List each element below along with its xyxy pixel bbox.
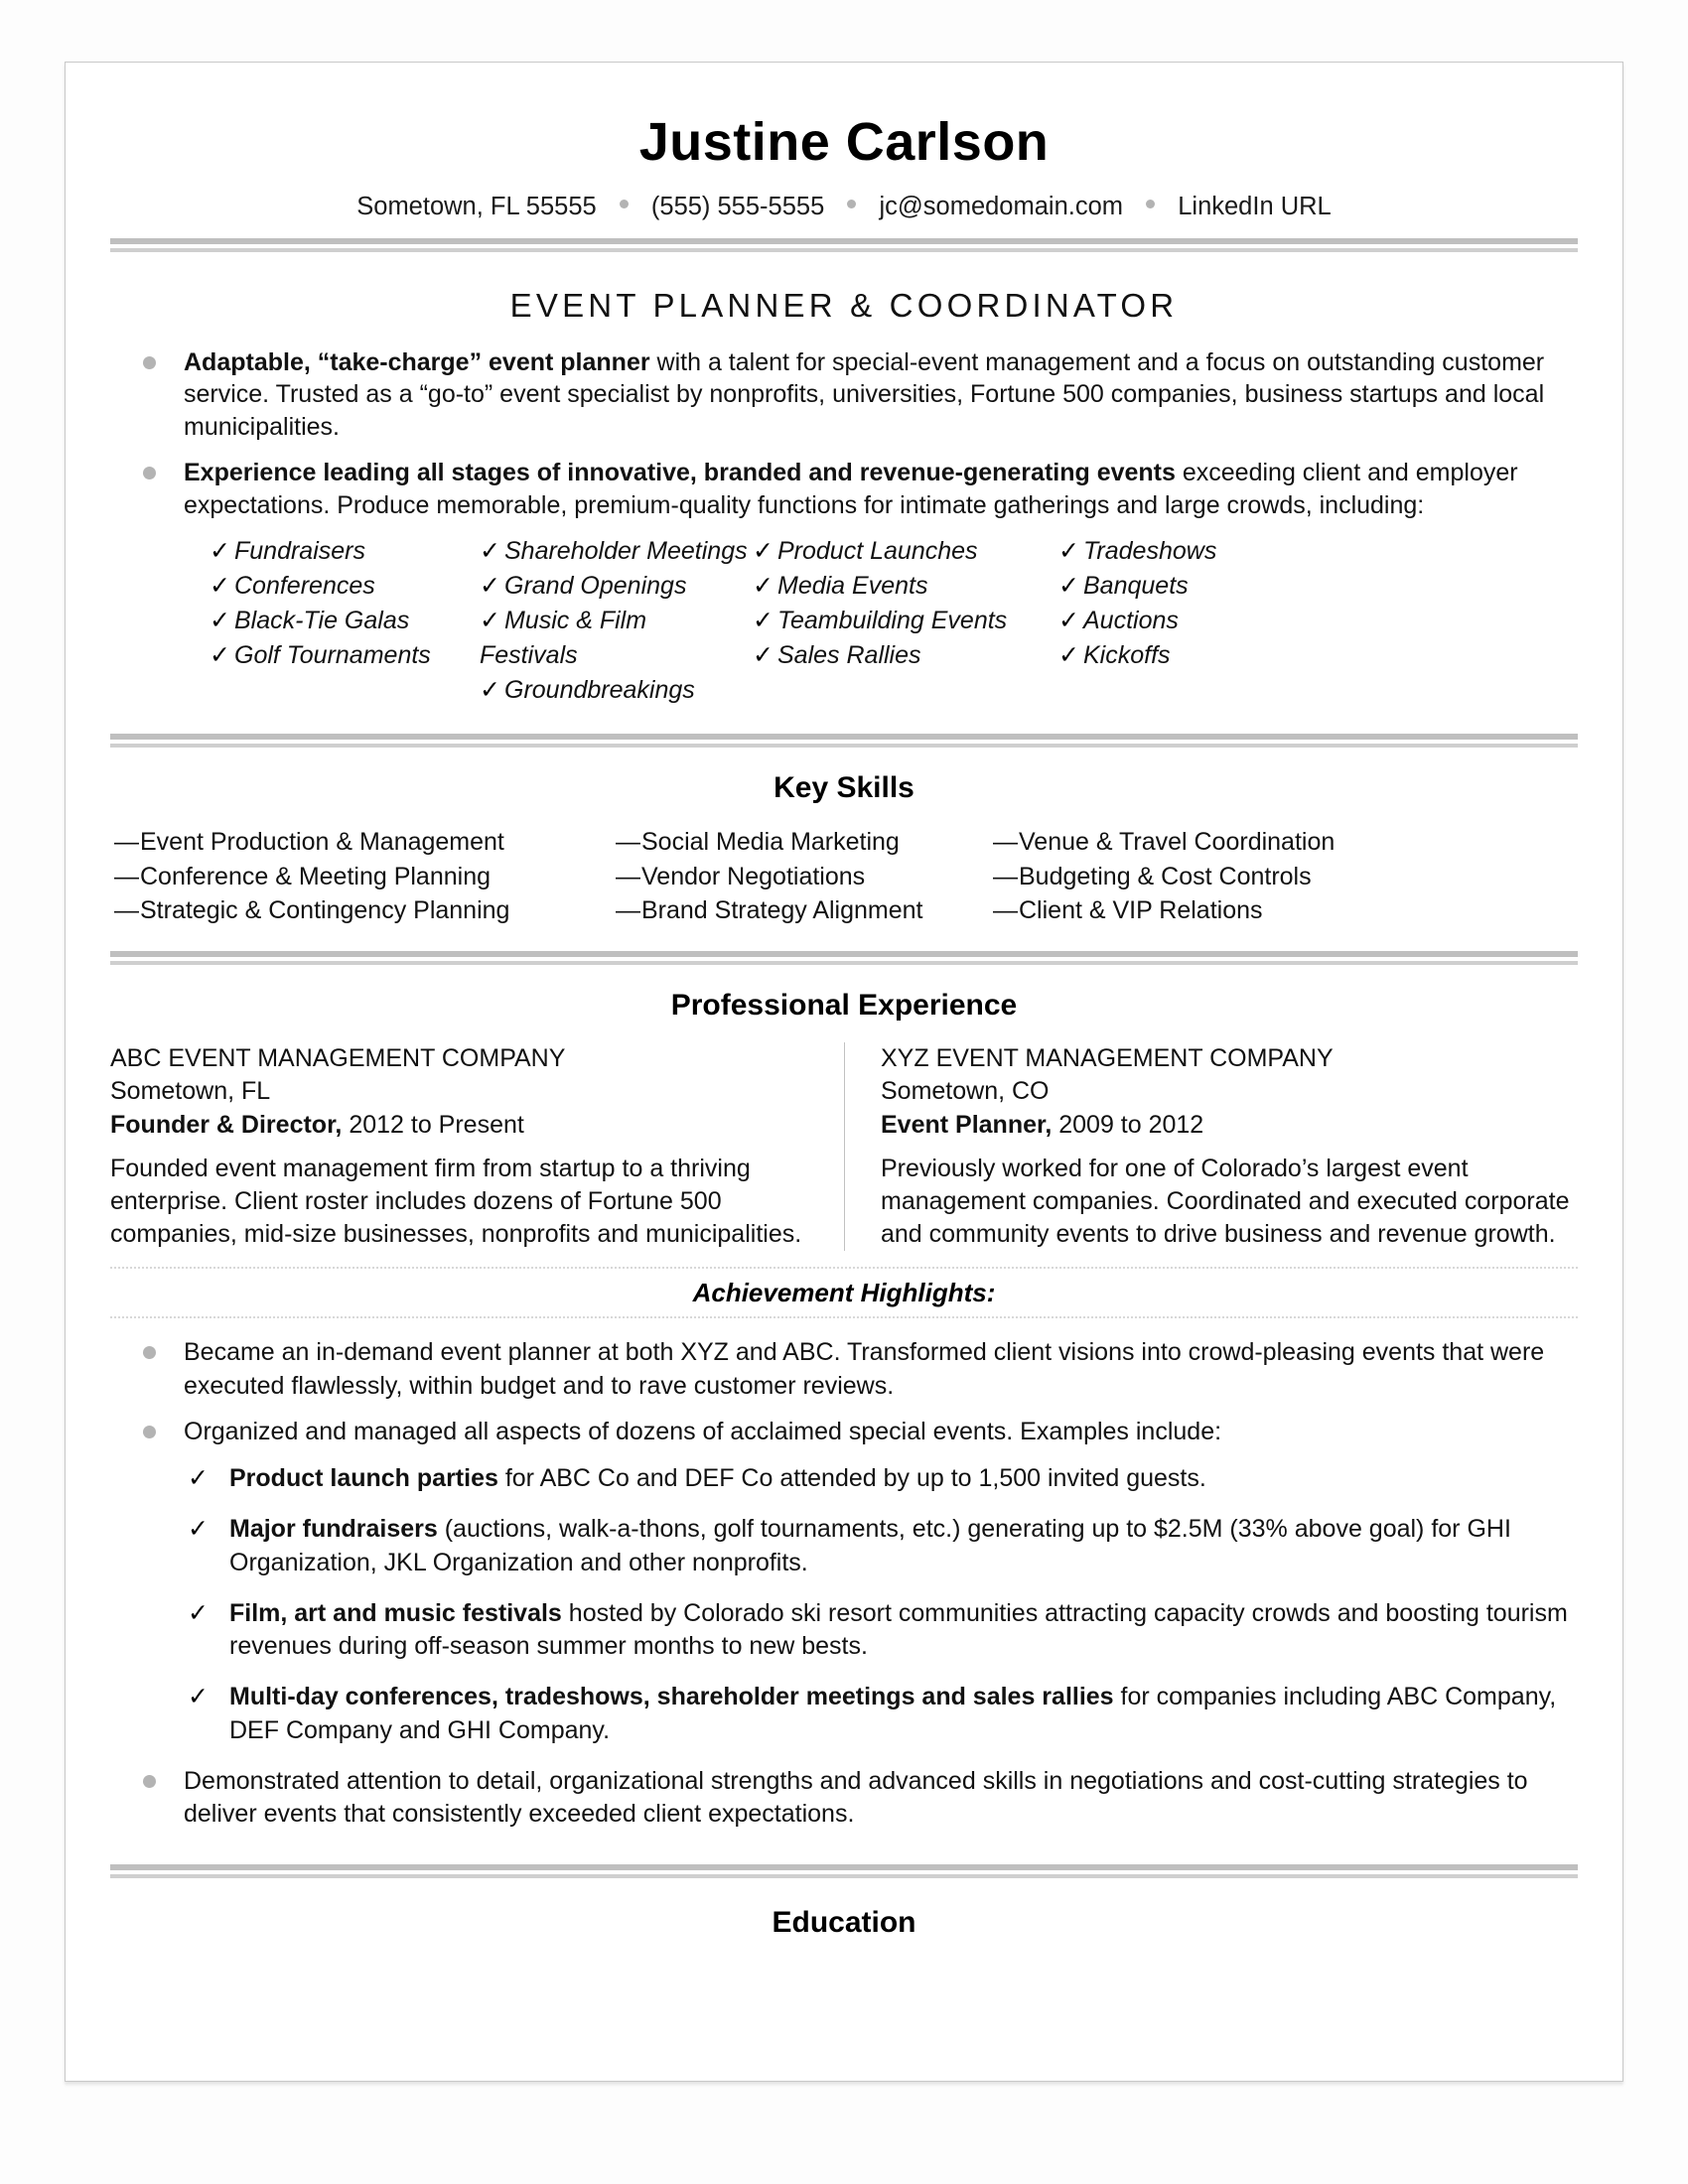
achievement-sub-lead: Product launch parties [229, 1464, 498, 1493]
check-icon: ✓ [753, 537, 774, 566]
summary-bullet-text [184, 457, 1578, 522]
event-type-item [480, 673, 753, 708]
contact-address: Sometown, FL 55555 [356, 192, 597, 220]
key-skill-item [616, 860, 993, 893]
event-type-item [480, 569, 753, 604]
resume-page [65, 62, 1623, 2082]
event-type-item [1058, 534, 1277, 569]
job-role-title: Founder & Director, [110, 1111, 343, 1140]
key-skill-item [114, 860, 616, 893]
check-icon: ✓ [1058, 572, 1079, 601]
event-type-item [210, 534, 480, 569]
summary-bullet-lead: Adaptable, “take-charge” event planner [184, 347, 650, 376]
check-icon: ✓ [753, 641, 774, 670]
event-types-column-4 [1058, 534, 1277, 708]
contact-linkedin: LinkedIn URL [1178, 192, 1332, 220]
contact-separator-dot-icon [847, 200, 856, 208]
job-entry [110, 1042, 844, 1251]
event-type-item [480, 604, 753, 638]
achievement-bullet-text: Demonstrated attention to detail, organizational strengths and advanced skills in negotiations and cost-cutting strategies to deliver events that consistently exceeded client expectations. [184, 1766, 1528, 1829]
check-icon: ✓ [480, 676, 500, 705]
event-type-label: Kickoffs [1083, 641, 1171, 670]
job-description: Founded event management firm from startup to a thriving enterprise. Client roster includes dozens of Fortune 500 companies, mid-size businesses, nonprofits and municipalities. [110, 1154, 802, 1249]
check-icon: ✓ [480, 537, 500, 566]
section-title-key-skills: Key Skills [774, 771, 914, 805]
achievement-sub-lead: Film, art and music festivals [229, 1598, 562, 1627]
key-skill-item [114, 825, 616, 859]
key-skills-column-2 [616, 825, 993, 927]
event-types-column-1 [210, 534, 480, 708]
summary-bullet-lead: Experience leading all stages of innovative, branded and revenue-generating events [184, 458, 1176, 486]
job-dates: 2012 to Present [342, 1111, 524, 1140]
dash-icon: — [114, 895, 139, 924]
bullet-dot-icon [143, 356, 156, 369]
event-type-item [1058, 604, 1277, 638]
section-divider-header [110, 238, 1578, 252]
check-icon: ✓ [188, 1598, 209, 1627]
check-icon: ✓ [210, 572, 230, 601]
key-skill-label: Social Media Marketing [641, 828, 900, 857]
key-skill-item [616, 893, 993, 927]
event-type-label: Shareholder Meetings [504, 537, 748, 566]
summary-bullet [110, 457, 1578, 522]
achievement-highlights-heading: Achievement Highlights: [110, 1267, 1578, 1318]
bullet-dot-icon [143, 467, 156, 479]
section-title-education: Education [772, 1906, 916, 1940]
check-icon: ✓ [480, 572, 500, 601]
achievement-sub-bullet [110, 1597, 1578, 1664]
achievement-sub-list [110, 1462, 1578, 1747]
key-skill-label: Budgeting & Cost Controls [1019, 862, 1312, 890]
summary-bullet [110, 346, 1578, 444]
event-type-item [753, 534, 1058, 569]
job-company: XYZ EVENT MANAGEMENT COMPANY [881, 1044, 1334, 1073]
achievement-sub-bullet [110, 1513, 1578, 1579]
check-icon: ✓ [1058, 537, 1079, 566]
key-skills-grid [110, 825, 1578, 927]
key-skill-item [993, 893, 1390, 927]
event-types-column-3 [753, 534, 1058, 708]
bullet-dot-icon [143, 1426, 156, 1438]
job-location: Sometown, FL [110, 1076, 271, 1105]
job-dates: 2009 to 2012 [1052, 1111, 1204, 1140]
achievement-sub-lead: Major fundraisers [229, 1515, 438, 1544]
event-type-item [480, 534, 753, 569]
event-type-label: Sales Rallies [777, 641, 921, 670]
achievement-bullet [110, 1336, 1578, 1403]
summary-bullet-rest: exceeding client and employer expectations. Produce memorable, premium-quality functions for intimate gatherings and large crowds, including: [184, 458, 1518, 519]
achievement-sub-text [217, 1681, 1578, 1747]
key-skill-label: Venue & Travel Coordination [1019, 828, 1336, 857]
summary-bullet-text [184, 346, 1578, 444]
check-icon: ✓ [210, 607, 230, 635]
event-type-label: Music & Film [504, 607, 647, 635]
key-skill-item [993, 825, 1390, 859]
key-skill-item [993, 860, 1390, 893]
achievement-bullet [110, 1765, 1578, 1832]
achievement-bullet [110, 1416, 1578, 1448]
check-icon: ✓ [1058, 641, 1079, 670]
achievement-sub-rest: (auctions, walk-a-thons, golf tournaments, etc.) generating up to $2.5M (33% above goal) for GHI Organization, JKL Organization and other nonprofits. [229, 1515, 1511, 1576]
achievement-list [110, 1336, 1578, 1831]
event-type-label: Teambuilding Events [777, 607, 1008, 635]
achievement-sub-rest: for companies including ABC Company, DEF Company and GHI Company. [229, 1683, 1557, 1744]
check-icon: ✓ [1058, 607, 1079, 635]
check-icon: ✓ [188, 1464, 209, 1493]
achievement-sub-bullet [110, 1681, 1578, 1747]
job-description: Previously worked for one of Colorado’s largest event management companies. Coordinated and executed corporate and community events to drive business and revenue growth. [881, 1154, 1570, 1249]
event-type-label: Groundbreakings [504, 676, 695, 705]
job-entry [844, 1042, 1578, 1251]
key-skill-label: Conference & Meeting Planning [140, 862, 492, 890]
event-types-grid [110, 534, 1578, 708]
key-skill-item [616, 825, 993, 859]
achievement-bullet-text: Organized and managed all aspects of dozens of acclaimed special events. Examples include: [184, 1417, 1222, 1445]
contact-line [110, 193, 1578, 221]
dash-icon: — [993, 828, 1018, 857]
event-type-item [210, 604, 480, 638]
check-icon: ✓ [480, 607, 500, 635]
section-title-professional-experience: Professional Experience [670, 989, 1018, 1023]
key-skill-label: Client & VIP Relations [1019, 895, 1263, 924]
job-role-title: Event Planner, [881, 1111, 1053, 1140]
check-icon: ✓ [753, 572, 774, 601]
event-type-item [753, 604, 1058, 638]
candidate-name: Justine Carlson [638, 112, 1050, 172]
key-skill-label: Event Production & Management [140, 828, 504, 857]
check-icon: ✓ [210, 537, 230, 566]
event-type-label: Media Events [777, 572, 928, 601]
summary-section [110, 346, 1578, 522]
key-skill-label: Brand Strategy Alignment [641, 895, 923, 924]
check-icon: ✓ [188, 1683, 209, 1711]
event-type-item [753, 569, 1058, 604]
contact-separator-dot-icon [620, 200, 629, 208]
achievement-sub-rest: hosted by Colorado ski resort communities attracting capacity crowds and boosting tourism revenues during off-season summer months to new bests. [229, 1598, 1568, 1661]
job-role [110, 1109, 808, 1142]
dash-icon: — [993, 862, 1018, 890]
section-divider-education [110, 1864, 1578, 1878]
contact-email: jc@somedomain.com [879, 192, 1124, 220]
event-type-label: Golf Tournaments [234, 641, 431, 670]
dash-icon: — [993, 895, 1018, 924]
achievement-sub-bullet [110, 1462, 1578, 1495]
check-icon: ✓ [188, 1515, 209, 1544]
event-type-label: Festivals [480, 641, 578, 670]
section-divider-experience [110, 951, 1578, 965]
event-type-item [1058, 569, 1277, 604]
achievement-sub-lead: Multi-day conferences, tradeshows, shareholder meetings and sales rallies [229, 1683, 1114, 1711]
event-type-label: Conferences [234, 572, 375, 601]
dash-icon: — [114, 828, 139, 857]
key-skill-item [114, 893, 616, 927]
event-type-label: Auctions [1083, 607, 1179, 635]
summary-bullet-rest: with a talent for special-event management and a focus on outstanding customer service. Trusted as a “go-to” event specialist by nonprofits, universities, Fortune 500 companies, business startups and local municipalities. [184, 347, 1545, 442]
job-role [881, 1109, 1578, 1142]
check-icon: ✓ [753, 607, 774, 635]
dash-icon: — [616, 862, 640, 890]
event-type-item [210, 638, 480, 673]
dash-icon: — [616, 828, 640, 857]
key-skills-column-1 [114, 825, 616, 927]
dash-icon: — [616, 895, 640, 924]
event-type-item [753, 638, 1058, 673]
bullet-dot-icon [143, 1346, 156, 1359]
key-skill-label: Strategic & Contingency Planning [140, 895, 510, 924]
bullet-dot-icon [143, 1775, 156, 1788]
key-skill-label: Vendor Negotiations [641, 862, 866, 890]
experience-columns [110, 1042, 1578, 1251]
event-type-label: Banquets [1083, 572, 1189, 601]
event-type-item [210, 569, 480, 604]
achievement-bullet-text: Became an in-demand event planner at both XYZ and ABC. Transformed client visions into crowd-pleasing events that were executed flawlessly, within budget and to rave customer reviews. [184, 1338, 1545, 1400]
event-types-column-2 [480, 534, 753, 708]
event-type-label: Black-Tie Galas [234, 607, 410, 635]
event-type-label: Grand Openings [504, 572, 687, 601]
job-location: Sometown, CO [881, 1076, 1050, 1105]
professional-headline: EVENT PLANNER & COORDINATOR [509, 286, 1179, 324]
achievement-sub-text [217, 1462, 1578, 1495]
contact-phone: (555) 555-5555 [650, 192, 825, 220]
job-company: ABC EVENT MANAGEMENT COMPANY [110, 1044, 566, 1073]
event-type-item-continuation [480, 638, 753, 673]
achievement-sub-rest: for ABC Co and DEF Co attended by up to 1,500 invited guests. [497, 1464, 1206, 1493]
achievement-sub-text [217, 1597, 1578, 1664]
section-divider-skills [110, 734, 1578, 748]
dash-icon: — [114, 862, 139, 890]
event-type-label: Tradeshows [1083, 537, 1217, 566]
contact-separator-dot-icon [1146, 200, 1155, 208]
key-skills-column-3 [993, 825, 1390, 927]
event-type-item [1058, 638, 1277, 673]
event-type-label: Product Launches [777, 537, 978, 566]
achievement-sub-text [217, 1513, 1578, 1579]
event-type-label: Fundraisers [234, 537, 365, 566]
check-icon: ✓ [210, 641, 230, 670]
